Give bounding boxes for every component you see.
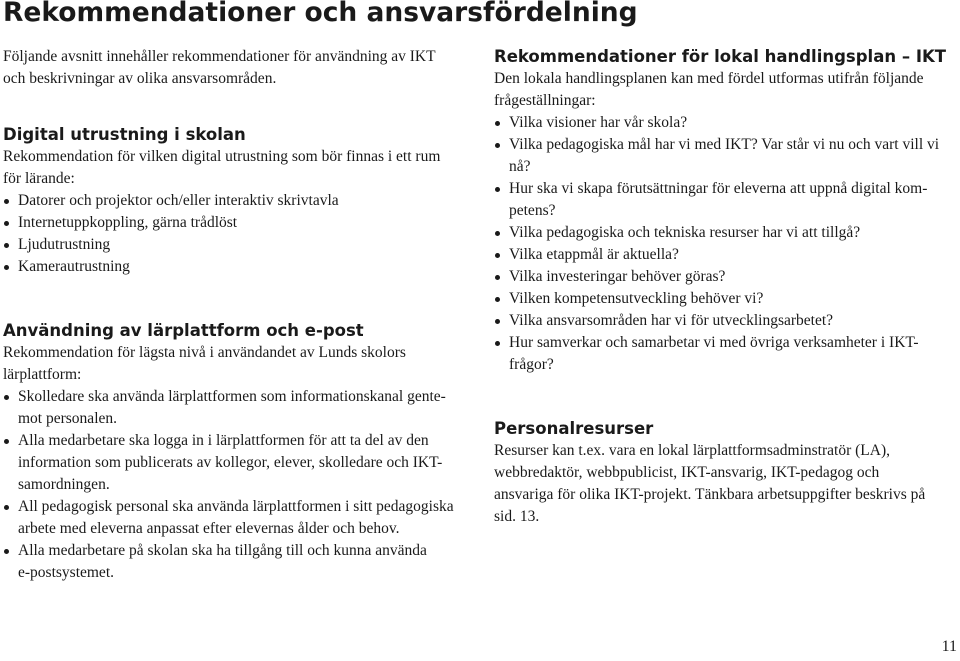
list-item: All pedagogisk personal ska använda lärplattformen i sitt pedagogiska arbete med eleverna anpassat efter elevernas ålder och behov.	[3, 496, 478, 540]
list-item: Vilka investeringar behöver göras?	[494, 266, 960, 288]
right-column	[494, 46, 960, 528]
list-item: Vilka etappmål är aktuella?	[494, 244, 960, 266]
list-item: Hur ska vi skapa förutsättningar för eleverna att uppnå digital kom- petens?	[494, 178, 960, 222]
list-item: Internetuppkoppling, gärna trådlöst	[3, 212, 478, 234]
intro-line: och beskrivningar av olika ansvarsområden.	[3, 70, 277, 87]
list-item: Alla medarbetare ska logga in i lärplattformen för att ta del av den information som publicerats av kollegor, elever, skolledare och IKT- samordningen.	[3, 430, 478, 496]
body-line: sid. 13.	[494, 508, 540, 525]
list-item: Vilka ansvarsområden har vi för utvecklingsarbetet?	[494, 310, 960, 332]
list-item: Datorer och projektor och/eller interaktiv skrivtavla	[3, 190, 478, 212]
list-item: Vilken kompetensutveckling behöver vi?	[494, 288, 960, 310]
list-item: Vilka visioner har vår skola?	[494, 112, 960, 134]
list-item: Vilka pedagogiska och tekniska resurser har vi att tillgå?	[494, 222, 960, 244]
section-intro-line: Rekommendation för lägsta nivå i användandet av Lunds skolors	[3, 344, 406, 361]
bullet-list	[3, 190, 478, 278]
page-title: Rekommendationer och ansvarsfördelning	[3, 0, 638, 28]
list-item: Vilka pedagogiska mål har vi med IKT? Var står vi nu och vart vill vi nå?	[494, 134, 960, 178]
list-item: Ljudutrustning	[3, 234, 478, 256]
list-item: Skolledare ska använda lärplattformen som informationskanal gente- mot personalen.	[3, 386, 478, 430]
bullet-list	[494, 112, 960, 376]
section-intro-line: Den lokala handlingsplanen kan med fördel utformas utifrån följande	[494, 70, 924, 87]
section-digital-equipment	[3, 112, 478, 278]
section-intro-line: för lärande:	[3, 170, 75, 187]
body-line: Resurser kan t.ex. vara en lokal lärplattformsadminstratör (LA),	[494, 442, 890, 459]
section-heading: Användning av lärplattform och e-post	[3, 321, 364, 340]
bullet-list	[3, 386, 478, 584]
section-platform-usage	[3, 278, 478, 584]
section-intro-line: Rekommendation för vilken digital utrustning som bör finnas i ett rum	[3, 148, 441, 165]
body-line: webbredaktör, webbpublicist, IKT-ansvarig, IKT-pedagog och	[494, 464, 880, 481]
intro-line: Följande avsnitt innehåller rekommendationer för användning av IKT	[3, 48, 436, 65]
intro-paragraph	[3, 46, 478, 90]
section-intro-line: lärplattform:	[3, 366, 82, 383]
section-staff-resources	[494, 376, 960, 528]
list-item: Alla medarbetare på skolan ska ha tillgång till och kunna använda e-postsystemet.	[3, 540, 478, 584]
left-column	[3, 46, 478, 584]
page-number: 11	[941, 638, 957, 655]
body-line: ansvariga för olika IKT-projekt. Tänkbara arbetsuppgifter beskrivs på	[494, 486, 926, 503]
section-intro-line: frågeställningar:	[494, 92, 596, 109]
section-heading: Rekommendationer för lokal handlingsplan – IKT	[494, 47, 947, 66]
section-heading: Personalresurser	[494, 419, 654, 438]
list-item: Hur samverkar och samarbetar vi med övriga verksamheter i IKT- frågor?	[494, 332, 960, 376]
section-local-plan	[494, 46, 960, 376]
list-item: Kamerautrustning	[3, 256, 478, 278]
section-heading: Digital utrustning i skolan	[3, 125, 246, 144]
